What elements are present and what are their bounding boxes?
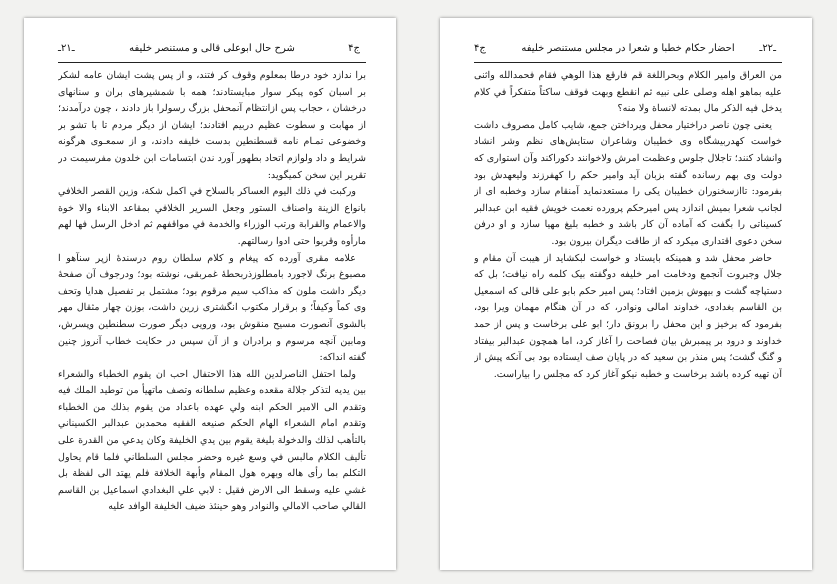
right-page (440, 18, 812, 570)
left-page-number: ـ۲۱ـ (58, 43, 75, 54)
right-body-text (474, 68, 782, 544)
left-running-head (58, 40, 366, 63)
left-paragraph-4: ولما احتفل الناصرلدين الله هذا الاحتفال احب ان يقوم الخطباء والشعراء بين يديه لتذكر جلالة مقعده وعظيم سلطانه وتصف ماتهيأ من توطيد الملك فيه وتقدم الى الامير الحكم ابنه ولي عهده باعداد من يقوم بذلك من الخطباء وتقدم امام الشعراء الهام الحكم صنيعه الفقيه محمدبن عبدالبر الكسيناني بالتأهب لذلك والدخولة بليغة يقوم بين يدي الخليفة وكان يدعي من القدرة على تأليف الكلام مالبس في وسع غيره وحضر مجلس السلطاني فلما قام يحاول التكلم بما رأى هاله وبهره هول المقام وأبهة الخلافة فلم يهتد الى لفظة بل غشي عليه وسقط الى الارض فقيل : لابي علي البغدادي اسماعيل بن القاسم القالي صاحب الامالي والنوادر وهو حينئذ ضيف الخليفة الوافد عليه (58, 368, 366, 513)
right-paragraph-1: من العراق وامير الكلام وبحراللغة قم فارقع هذا الوهي فقام فحمدالله واثنى عليه بماهو اهله وصلى على نبيه ثم انقطع وبهت فوقف ساكتاً متفكراً في كلام يدخل فيه الذكر مال بمدته لانساة ولا منه؟ (474, 70, 782, 115)
right-chapter-label: ج۴ (474, 43, 486, 54)
right-running-head (474, 40, 782, 63)
left-paragraph-2: وركبت في ذلك اليوم العساكر بالسلاح في اكمل شكة، وزين القصر الخلافي بانواع الزينة واصناف الستور وجعل السرير الخلافي بمقاعد الابناء والا خوة والاعمام والقرابة ورتب الوزراء والخدمة في مواقفهم ثم ادخل الرسل فها لهم مارأوه وقربوا حتى ادوا رسالتهم. (58, 186, 366, 247)
right-paragraph-3: حاضر محفل شد و همینکه بایستاد و خواست لبکشاید از هیبت آن مقام و جلال وجبروت آنجمع ودخامت امر خلیفه دوگفته بیک کلمه راه نیافت؛ بل که دستپاچه گشت و بیهوش بزمین افتاد؛ پس امیر حکم بابو علی قالی که اسمعیل بن القاسم بغدادی، خداوند امالی ونوادر، که در آن هنگام مهمان ویرا بود، بفرمود که برخیز و این محفل را برونق دار؛ ابو علی برخاست و پس از حمد خداوند و درود بر پیمبرش بیان فصاحت را آغاز کرد، اما همچون عبدالبر بیفتاد و گنگ گشت؛ پس منذر بن سعید که در پایان صف ایستاده بود بی آنکه پیش از آن تهیه کرده باشد برخاست و خطبه نیکو آغاز کرد که مجلس را بیاراست. (474, 252, 782, 380)
left-page (24, 18, 396, 570)
left-chapter-label: ج۴ (348, 43, 360, 54)
left-paragraph-1: برا ندازد خود درطا بمعلوم وقوف کر فتند، و از پس پشت ایشان عامه لشکر بر اسبان کوه پیکر سوار مبایستادند؛ همه با شمشیرهای بران و سنانهای درخشان ، حجاب پس ازانتظام آنمحفل بزرگ رسولرا باز دادند ، چون درآمدند؛ از مهابت و سطوت عظیم دربیم افتادند؛ ایشان از دیگر مردم تا با تشو بر وخضوعی تمـام نامه قسطنطین بدست خلیفه دادند، و از سمعـوی هرگونه شرایط و داد ولوازم اتحاد بطهور آورد ندن ابتسامات ابن خلدون مفرسیمت در تقریر این سخن کمیگوید: (58, 70, 366, 181)
right-paragraph-2: یعنی چون ناصر دراختیار محفل ویرداختن جمع، شایب کامل مصروف داشت خواست کهدربیشگاه وی خطیبان وشاعران ستایش‌های نظم وشر انشاد وانشاد کنند؛ تاجلال جلوس وعظمت امرش ولاخوانند دكوراکند وآن استواری که دولت وی بهم رسانده گفته بزبان آید وامیر حکم را کهفرزند ولیعهدش بود بفرمود: تاازسخنوران خطیبان یکی را مستعدنماید آمنقام سازد وخطبه ای از لجانب شعرا بمیش اندازد پس امیرحکم پرورده نعمت خویش فقیه ابن عبدالبر كسیناتی را بگفت که آماده آن کار باشد و خطبه بلیغ مهیا سازد و او درفن سخن دعوی اقتداری میکرد که از طاقت دیگران بیرون بود. (474, 119, 782, 247)
left-body-text (58, 68, 366, 544)
left-running-title: شرح حال ابوعلی قالی و مستنصر خلیفه (129, 43, 295, 54)
right-running-title: احضار حکام خطبا و شعرا در مجلس مستنصر خلیفه (521, 43, 735, 54)
right-page-number: ـ۲۲ـ (759, 43, 776, 54)
left-paragraph-3: علامه مقری آورده که پیغام و کلام سلطان روم درسندهٔ ازپر سنآهو ا مصبوغ برنگ لاجورد بامطلوزذربحطهٔ غمربقی، نوشته بود؛ ودرجوف آن صفحهٔ دیگر داشت ملون که مذاکب سیم مرقوم بود؛ مشتمل بر تفصیل هدایا وتحف وی کماً وکیفاً؛ و برقرار مکتوب انگشتری زرین داشت، بوزن چهار مثقال مهر بالشوی آنصورت مسیح منقوش بود، ورویی دیگر صورت سطنطین وپسرش، ومابین آنچه مرسوم و برادران و از آن سپس در حکایت خطاب آنروز چنین گفته انداکه: (58, 252, 366, 364)
